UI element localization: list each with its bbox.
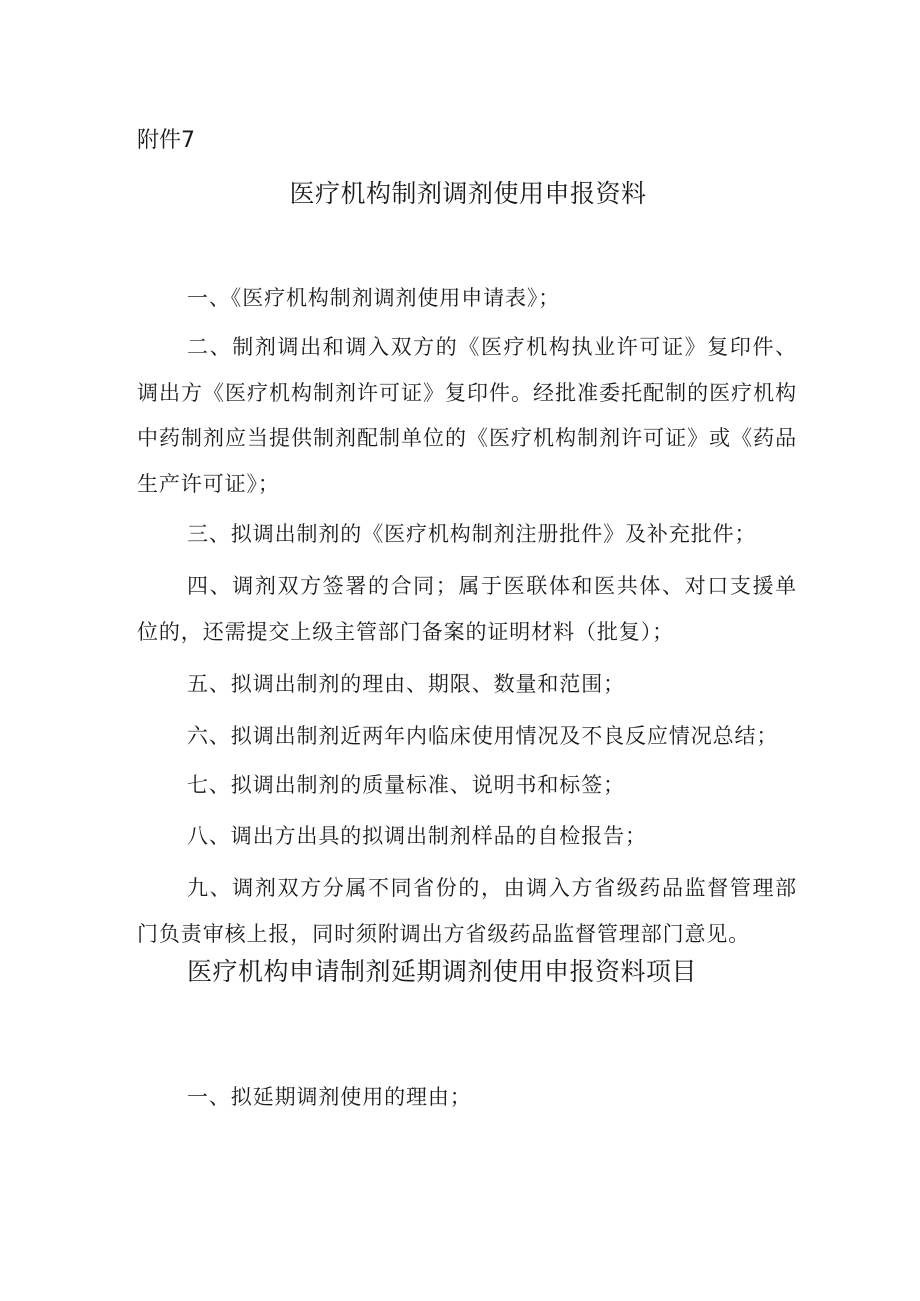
section-1-item-1: 一、《医疗机构制剂调剂使用申请表》；: [187, 286, 561, 310]
section-1-item-7: 七、拟调出制剂的质量标准、说明书和标签；: [187, 773, 625, 797]
section-2-item-1: 一、拟延期调剂使用的理由；: [187, 1085, 472, 1109]
section-1-item-5: 五、拟调出制剂的理由、期限、数量和范围；: [187, 672, 625, 696]
section-1-title: 医疗机构制剂调剂使用申报资料: [289, 179, 647, 208]
section-1-item-2: 二、制剂调出和调入双方的《医疗机构执业许可证》复印件、调出方《医疗机构制剂许可证》复印件。经批准委托配制的医疗机构中药制剂应当提供制剂配制单位的《医疗机构制剂许可证》或《药品生产许可证》；: [137, 335, 797, 496]
section-1-item-9: 九、调剂双方分属不同省份的，由调入方省级药品监督管理部门负责审核上报，同时须附调出方省级药品监督管理部门意见。: [137, 876, 797, 946]
section-1-item-6: 六、拟调出制剂近两年内临床使用情况及不良反应情况总结；: [187, 724, 779, 748]
attachment-label: 附件7: [137, 128, 195, 153]
section-1-item-8: 八、调出方出具的拟调出制剂样品的自检报告；: [187, 824, 647, 848]
section-1-item-3: 三、拟调出制剂的《医疗机构制剂注册批件》及补充批件；: [187, 522, 757, 546]
section-2-title: 医疗机构申请制剂延期调剂使用申报资料项目: [187, 957, 698, 986]
section-1-item-4: 四、调剂双方签署的合同；属于医联体和医共体、对口支援单位的，还需提交上级主管部门备案的证明材料（批复）；: [137, 574, 797, 644]
